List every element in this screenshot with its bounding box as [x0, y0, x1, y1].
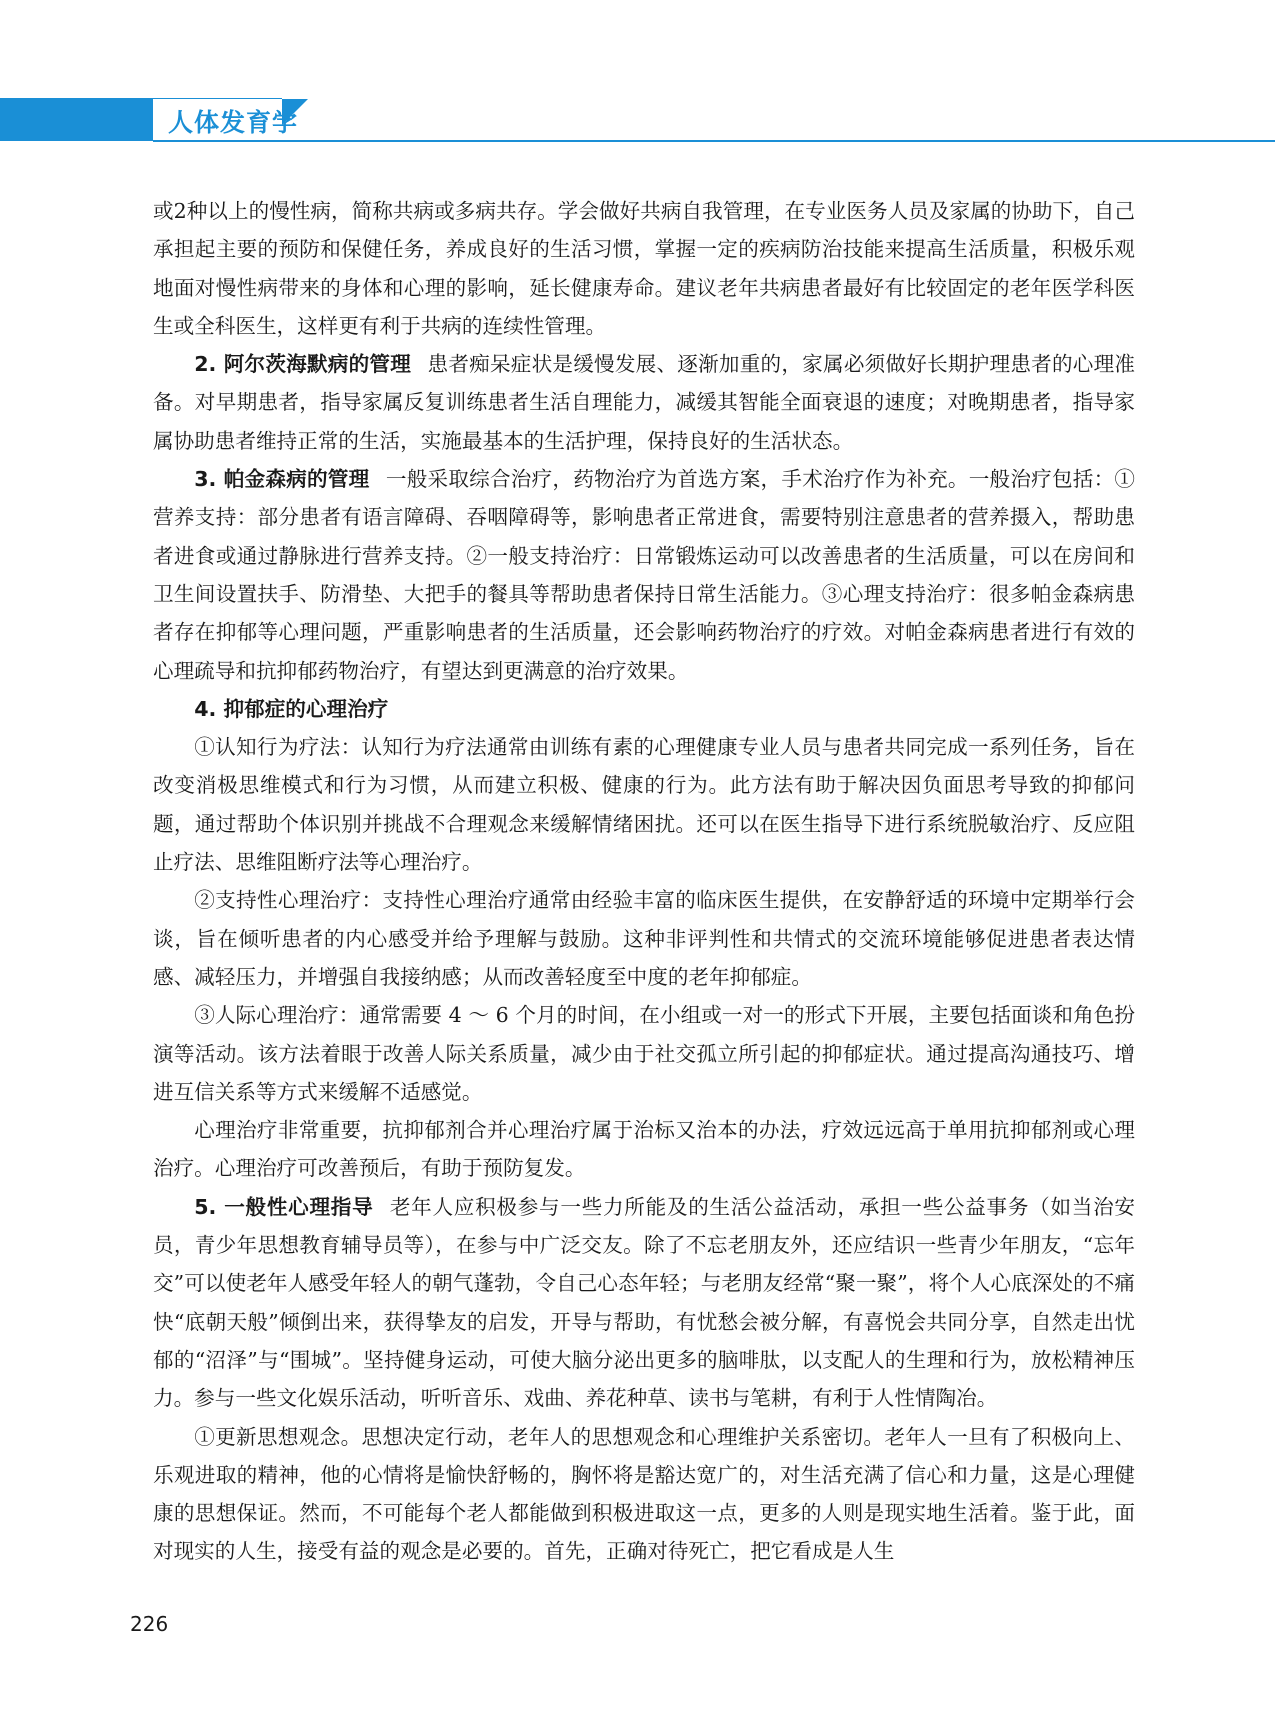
page-header: [0, 0, 1275, 141]
section-heading: 2. 阿尔茨海默病的管理: [194, 352, 412, 377]
paragraph: [153, 996, 1135, 1111]
paragraph: [153, 881, 1135, 996]
paragraph-text: ②支持性心理治疗：支持性心理治疗通常由经验丰富的临床医生提供，在安静舒适的环境中定期举行会谈，旨在倾听患者的内心感受并给予理解与鼓励。这种非评判性和共情式的交流环境能够促进患者表达情感、减轻压力，并增强自我接纳感；从而改善轻度至中度的老年抑郁症。: [153, 888, 1135, 989]
paragraph-text: 或2种以上的慢性病，简称共病或多病共存。学会做好共病自我管理，在专业医务人员及家属的协助下，自己承担起主要的预防和保健任务，养成良好的生活习惯，掌握一定的疾病防治技能来提高生活质量，积极乐观地面对慢性病带来的身体和心理的影响，延长健康寿命。建议老年共病患者最好有比较固定的老年医学科医生或全科医生，这样更有利于共病的连续性管理。: [153, 199, 1135, 338]
section-heading: 3. 帕金森病的管理: [194, 467, 370, 492]
paragraph: [153, 728, 1135, 881]
paragraph-text: ③人际心理治疗：通常需要 4 ～ 6 个月的时间，在小组或一对一的形式下开展，主要包括面谈和角色扮演等活动。该方法着眼于改善人际关系质量，减少由于社交孤立所引起的抑郁症状。通过提高沟通技巧、增进互信关系等方式来缓解不适感觉。: [153, 1003, 1135, 1104]
page-number: 226: [130, 1612, 169, 1636]
paragraph: [153, 192, 1135, 345]
paragraph-text: 患者痴呆症状是缓慢发展、逐渐加重的，家属必须做好长期护理患者的心理准备。对早期患者，指导家属反复训练患者生活自理能力，减缓其智能全面衰退的速度；对晚期患者，指导家属协助患者维持正常的生活，实施最基本的生活护理，保持良好的生活状态。: [153, 352, 1135, 453]
section-heading: 5. 一般性心理指导: [194, 1194, 374, 1219]
section-heading: 4. 抑郁症的心理治疗: [194, 696, 389, 721]
paragraph-text: 一般采取综合治疗，药物治疗为首选方案，手术治疗作为补充。一般治疗包括：①营养支持：部分患者有语言障碍、吞咽障碍等，影响患者正常进食，需要特别注意患者的营养摄入，帮助患者进食或通过静脉进行营养支持。②一般支持治疗：日常锻炼运动可以改善患者的生活质量，可以在房间和卫生间设置扶手、防滑垫、大把手的餐具等帮助患者保持日常生活能力。③心理支持治疗：很多帕金森病患者存在抑郁等心理问题，严重影响患者的生活质量，还会影响药物治疗的疗效。对帕金森病患者进行有效的心理疏导和抗抑郁药物治疗，有望达到更满意的治疗效果。: [153, 467, 1135, 683]
paragraph-text: ①认知行为疗法：认知行为疗法通常由训练有素的心理健康专业人员与患者共同完成一系列任务，旨在改变消极思维模式和行为习惯，从而建立积极、健康的行为。此方法有助于解决因负面思考导致的抑郁问题，通过帮助个体识别并挑战不合理观念来缓解情绪困扰。还可以在医生指导下进行系统脱敏治疗、反应阻止疗法、思维阻断疗法等心理治疗。: [153, 735, 1135, 875]
header-rule: [153, 140, 1275, 142]
paragraph: [153, 690, 1135, 728]
paragraph-text: 老年人应积极参与一些力所能及的生活公益活动，承担一些公益事务（如当治安员，青少年思想教育辅导员等），在参与中广泛交友。除了不忘老朋友外，还应结识一些青少年朋友，“忘年交”可以使老年人感受年轻人的朝气蓬勃，令自己心态年轻；与老朋友经常“聚一聚”，将个人心底深处的不痛快“底朝天般”倾倒出来，获得挚友的启发，开导与帮助，有忧愁会被分解，有喜悦会共同分享，自然走出忧郁的“沼泽”与“围城”。坚持健身运动，可使大脑分泌出更多的脑啡肽，以支配人的生理和行为，放松精神压力。参与一些文化娱乐活动，听听音乐、戏曲、养花种草、读书与笔耕，有利于人性情陶冶。: [153, 1194, 1136, 1411]
paragraph-text: ①更新思想观念。思想决定行动，老年人的思想观念和心理维护关系密切。老年人一旦有了积极向上、乐观进取的精神，他的心情将是愉快舒畅的，胸怀将是豁达宽广的，对生活充满了信心和力量，这是心理健康的思想保证。然而，不可能每个老人都能做到积极进取这一点，更多的人则是现实地生活着。鉴于此，面对现实的人生，接受有益的观念是必要的。首先，正确对待死亡，把它看成是人生: [153, 1424, 1135, 1564]
body-text: [153, 192, 1135, 1571]
paragraph: [153, 1418, 1135, 1571]
paragraph: [153, 1111, 1135, 1188]
paragraph: [153, 345, 1135, 460]
paragraph: [153, 460, 1135, 690]
book-title: 人体发育学: [168, 108, 299, 137]
paragraph: [153, 1188, 1135, 1418]
paragraph-text: 心理治疗非常重要，抗抑郁剂合并心理治疗属于治标又治本的办法，疗效远远高于单用抗抑郁剂或心理治疗。心理治疗可改善预后，有助于预防复发。: [153, 1118, 1135, 1181]
